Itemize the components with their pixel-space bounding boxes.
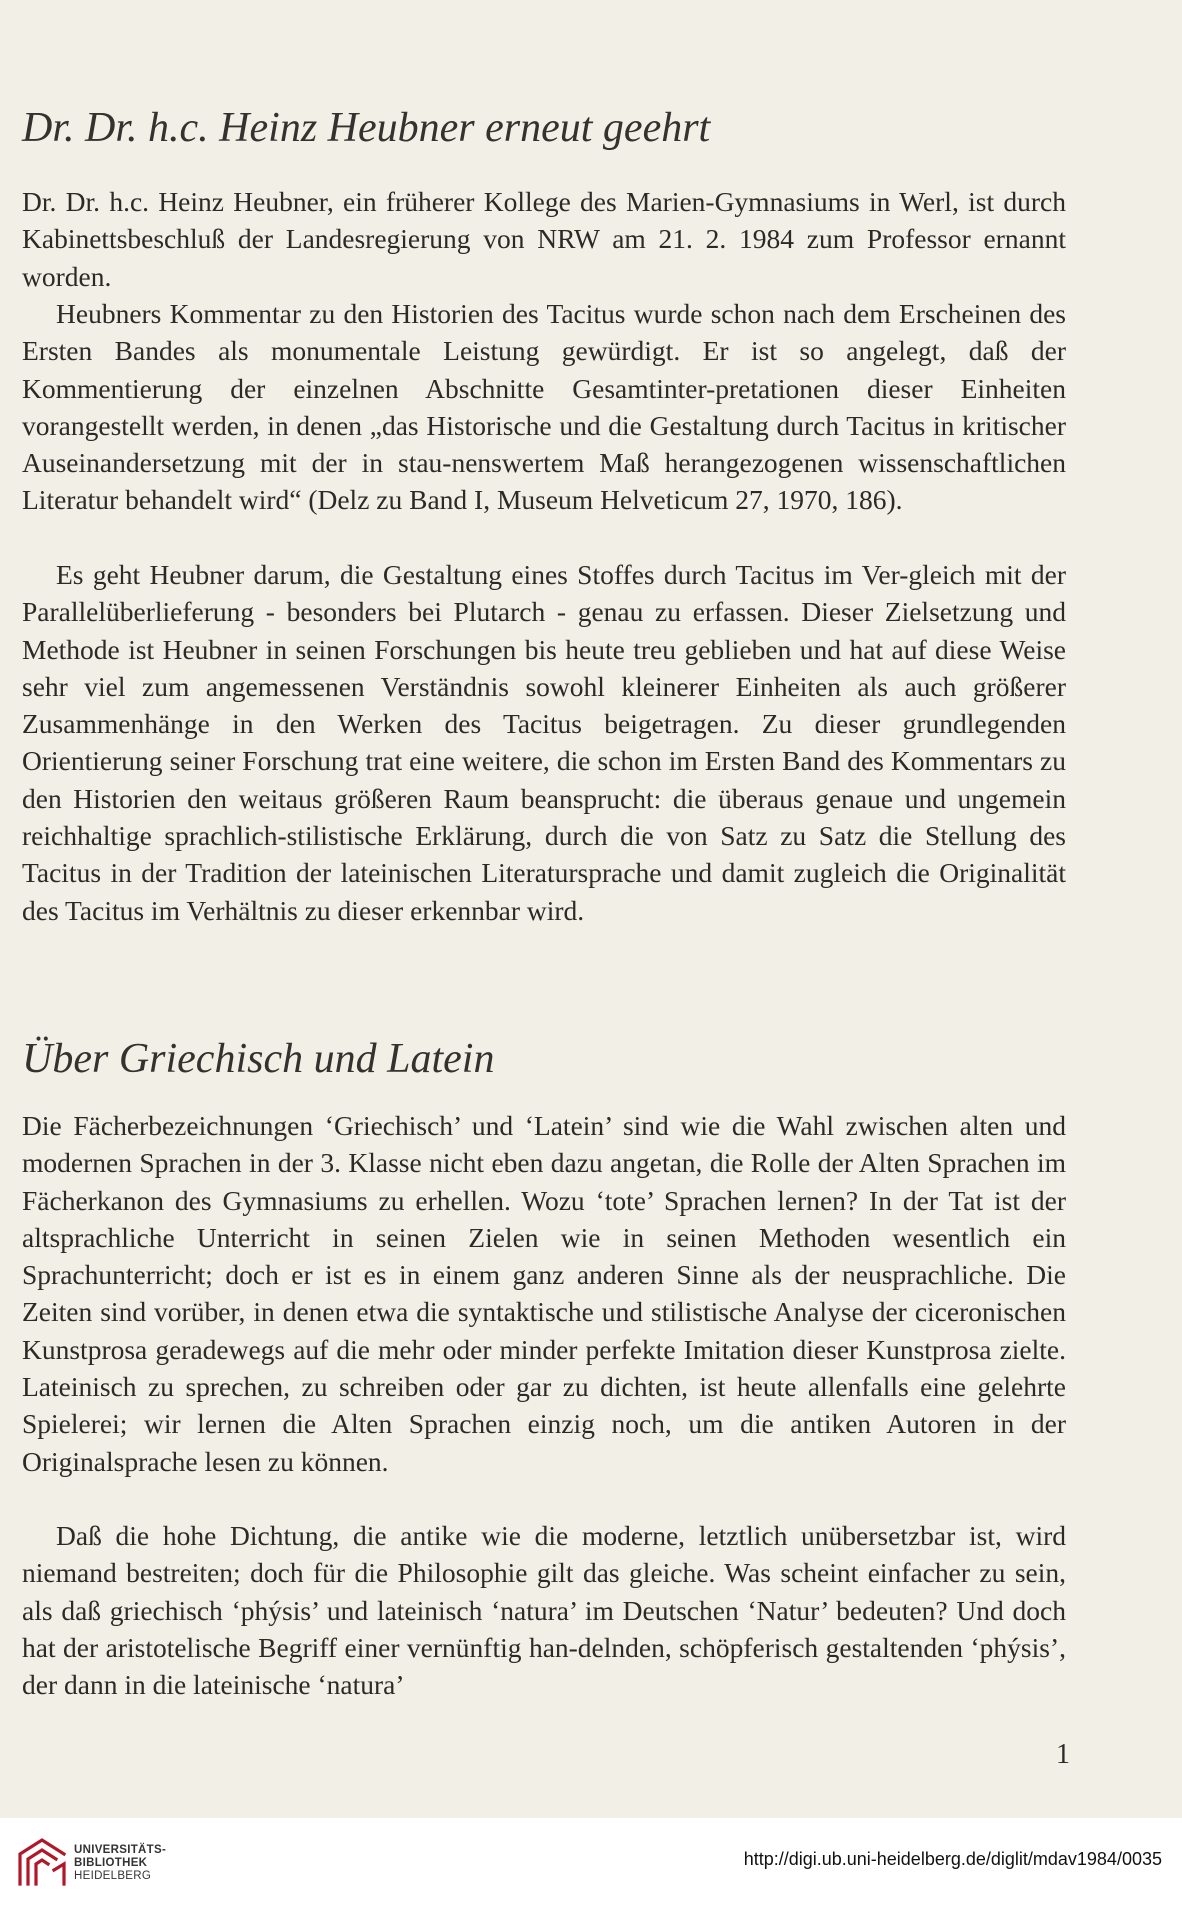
- digitization-footer: [0, 1818, 1182, 1905]
- page-number: 1: [1056, 1739, 1070, 1770]
- article1-paragraph-1: Dr. Dr. h.c. Heinz Heubner, ein früherer Kollege des Marien-Gymnasiums in Werl, ist durch Kabinettsbeschluß der Landesregierung von NRW am 21. 2. 1984 zum Professor ernannt worden.: [22, 186, 1066, 292]
- article2-paragraph-2: Daß die hohe Dichtung, die antike wie die moderne, letztlich unübersetzbar ist, wird niemand bestreiten; doch für die Philosophie gilt das gleiche. Was scheint einfacher zu sein, als daß griechisch ‘phýsis’ und lateinisch ‘natura’ im Deutschen ‘Natur’ bedeuten? Und doch hat der aristotelische Begriff einer vernünftig han-delnden, schöpferisch gestaltenden ‘phýsis’, der dann in die lateinische ‘natura’: [22, 1520, 1066, 1701]
- library-name: [74, 1844, 166, 1883]
- library-name-line-3: HEIDELBERG: [74, 1870, 152, 1882]
- library-name-line-1: UNIVERSITÄTS-: [74, 1844, 167, 1856]
- permalink-url[interactable]: http://digi.ub.uni-heidelberg.de/diglit/mdav1984/0035: [743, 1849, 1162, 1869]
- article2-paragraph-1: Die Fächerbezeichnungen ‘Griechisch’ und ‘Latein’ sind wie die Wahl zwischen alten und modernen Sprachen in der 3. Klasse nicht eben dazu angetan, die Rolle der Alten Sprachen im Fächerkanon des Gymnasiums zu erhellen. Wozu ‘tote’ Sprachen lernen? In der Tat ist der altsprachliche Unterricht in seinen Zielen wie in seinen Methoden wesentlich ein Sprachunterricht; doch er ist es in einem ganz anderen Sinne als der neusprachliche. Die Zeiten sind vorüber, in denen etwa die syntaktische und stilistische Analyse der ciceronischen Kunstprosa geradewegs auf die mehr oder minder perfekte Imitation dieser Kunstprosa zielte. Lateinisch zu sprechen, zu schreiben oder gar zu dichten, ist heute allenfalls eine gelehrte Spielerei; wir lernen die Alten Sprachen einzig noch, um die antiken Autoren in der Originalsprache lesen zu können.: [22, 1110, 1066, 1477]
- article1-paragraph-3: Es geht Heubner darum, die Gestaltung eines Stoffes durch Tacitus im Ver-gleich mit der Parallelüberlieferung - besonders bei Plutarch - genau zu erfassen. Dieser Zielsetzung und Methode ist Heubner in seinen Forschungen bis heute treu geblieben und hat auf diese Weise sehr viel zum angemessenen Verständnis sowohl kleinerer Einheiten als auch größerer Zusammenhänge in den Werken des Tacitus beigetragen. Zu dieser grundlegenden Orientierung seiner Forschung trat eine weitere, die schon im Ersten Band des Kommentars zu den Historien den weitaus größeren Raum beansprucht: die überaus genaue und ungemein reichhaltige sprachlich-stilistische Erklärung, durch die von Satz zu Satz die Stellung des Tacitus in der Tradition der lateinischen Literatursprache und damit zugleich die Originalität des Tacitus im Verhältnis zu dieser erkennbar wird.: [22, 559, 1066, 926]
- article1-paragraph-2: Heubners Kommentar zu den Historien des Tacitus wurde schon nach dem Erscheinen des Ersten Bandes als monumentale Leistung gewürdigt. Er ist so angelegt, daß der Kommentierung der einzelnen Abschnitte Gesamtinter-pretationen dieser Einheiten vorangestellt werden, in denen „das Historische und die Gestaltung durch Tacitus in kritischer Auseinandersetzung mit der in stau-nenswertem Maß herangezogenen wissenschaftlichen Literatur behandelt wird“ (Delz zu Band I, Museum Helveticum 27, 1970, 186).: [22, 298, 1066, 516]
- ub-heidelberg-logo-icon: [12, 1832, 72, 1892]
- library-name-line-2: BIBLIOTHEK: [74, 1857, 148, 1869]
- article-title-heubner: Dr. Dr. h.c. Heinz Heubner erneut geehrt: [22, 105, 711, 151]
- article-title-griechisch-latein: Über Griechisch und Latein: [22, 1036, 495, 1082]
